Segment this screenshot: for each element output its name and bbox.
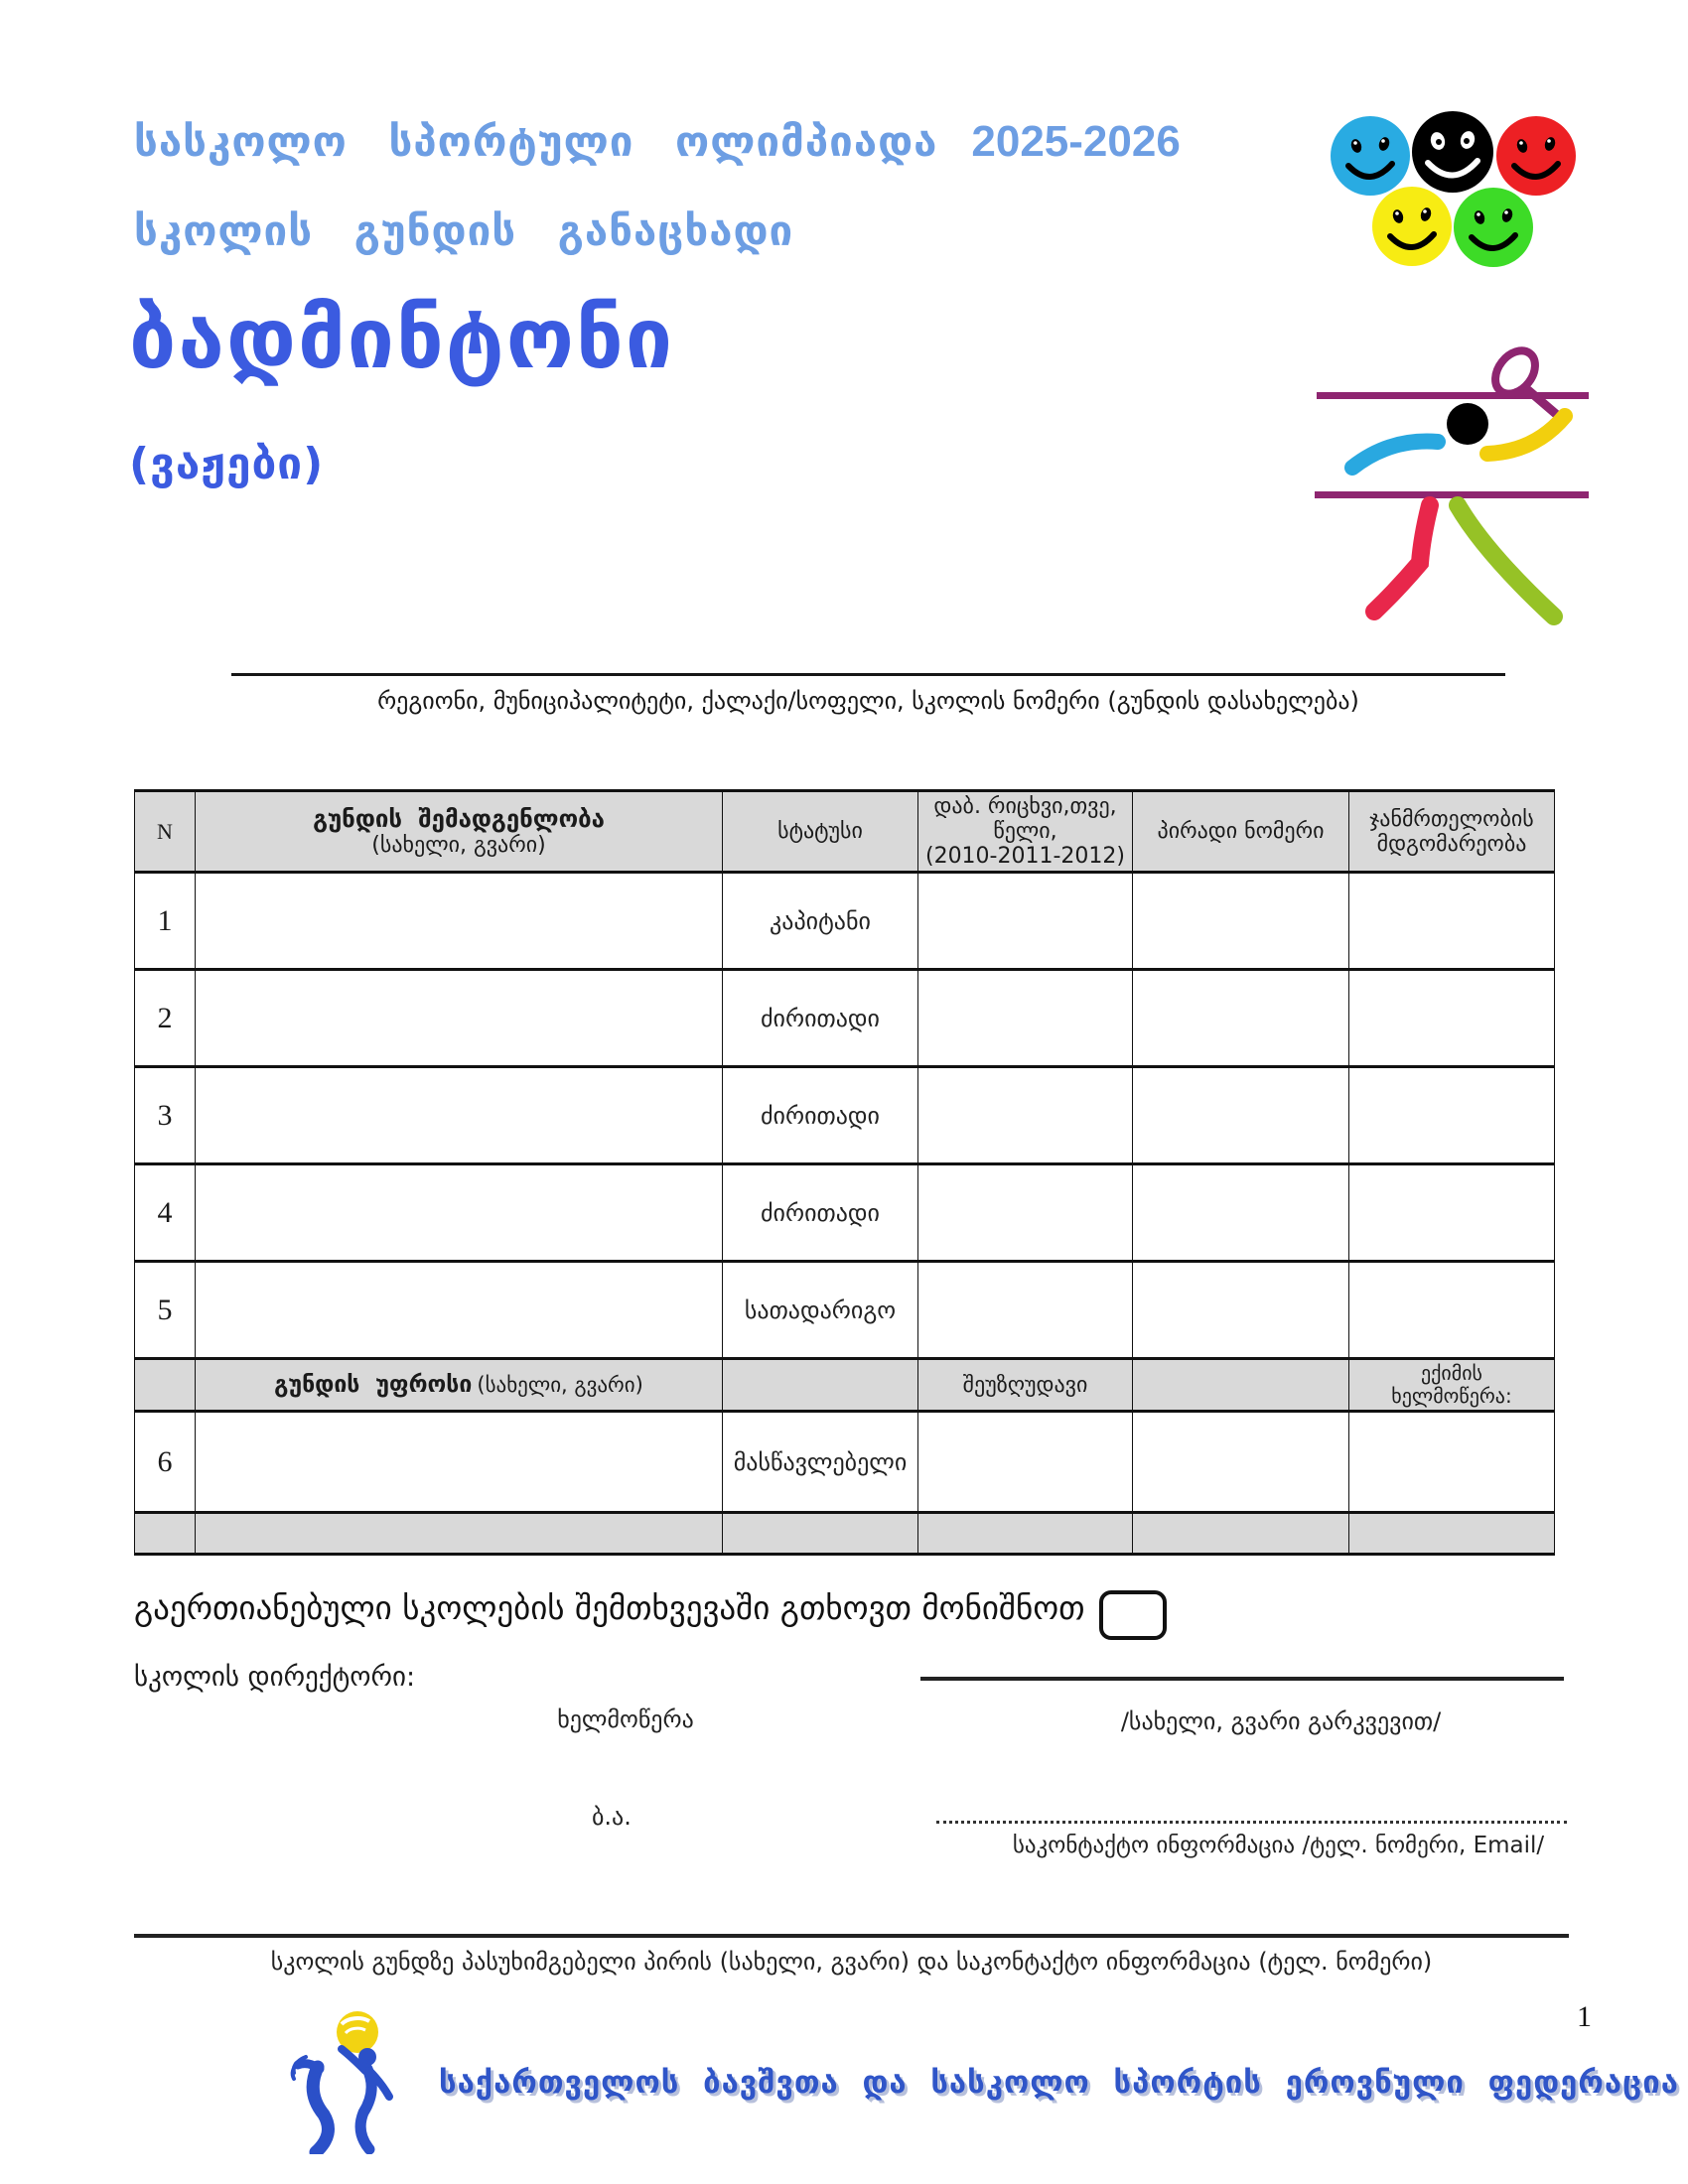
player-row-3: [135, 1067, 1555, 1164]
personal-number-cell[interactable]: [1133, 1164, 1349, 1262]
racket-icon: [1487, 343, 1563, 420]
dob-cell[interactable]: [918, 1412, 1133, 1513]
health-cell[interactable]: [1349, 873, 1555, 970]
player-row-4: [135, 1164, 1555, 1262]
net-line-top: [1317, 392, 1589, 399]
status-cell: ძირითადი: [723, 1164, 918, 1262]
dancing-figures: [293, 2048, 389, 2152]
signature-caption: ხელმოწერა: [557, 1706, 694, 1733]
doctor-signature-cell: ექიმის ხელმოწერა:: [1349, 1359, 1555, 1412]
smiley-green-icon: [1454, 188, 1533, 267]
col-header-composition: გუნდის შემადგენლობა (სახელი, გვარი): [196, 791, 723, 873]
empty-gray-row: [135, 1513, 1555, 1555]
olympic-smileys-logo: [1329, 111, 1583, 272]
responsible-person-caption: სკოლის გუნდზე პასუხიმგებელი პირის (სახელი, გვარი) და საკონტაქტო ინფორმაცია (ტელ. ნომერი): [270, 1948, 1433, 1976]
health-cell[interactable]: [1349, 1262, 1555, 1359]
smiley-red-icon: [1496, 116, 1576, 196]
row-number: 6: [135, 1412, 196, 1513]
col-header-dob: დაბ. რიცხვი,თვე, წელი, (2010-2011-2012): [918, 791, 1133, 873]
personal-number-cell[interactable]: [1133, 1262, 1349, 1359]
page-title: ბადმინტონი: [129, 290, 675, 387]
olympiad-heading-text: სასკოლო სპორტული ოლიმპიადა: [134, 117, 938, 166]
dob-cell[interactable]: [918, 1262, 1133, 1359]
team-head-row: [135, 1359, 1555, 1412]
player-name-cell[interactable]: [196, 970, 723, 1067]
player-row-5: [135, 1262, 1555, 1359]
dob-cell[interactable]: [918, 873, 1133, 970]
row-number: 5: [135, 1262, 196, 1359]
contact-caption: საკონტაქტო ინფორმაცია /ტელ. ნომერი, Email/: [1012, 1833, 1545, 1858]
player-head: [1447, 403, 1488, 445]
personal-number-cell[interactable]: [1133, 1067, 1349, 1164]
school-name-blank-line[interactable]: [231, 673, 1505, 676]
smiley-black-icon: [1412, 111, 1493, 193]
player-name-cell[interactable]: [196, 873, 723, 970]
stamp-label: ბ.ა.: [592, 1803, 632, 1831]
player-row-2: [135, 970, 1555, 1067]
school-line-caption: რეგიონი, მუნიციპალიტეტი, ქალაქი/სოფელი, სკოლის ნომერი (გუნდის დასახელება): [377, 687, 1359, 715]
health-cell[interactable]: [1349, 1164, 1555, 1262]
federation-logo: [278, 2005, 432, 2154]
status-cell: ძირითადი: [723, 1067, 918, 1164]
net-line-bottom: [1315, 491, 1589, 498]
player-leg-red: [1374, 505, 1430, 612]
director-label: სკოლის დირექტორი:: [134, 1662, 416, 1693]
health-cell[interactable]: [1349, 1067, 1555, 1164]
teacher-row: [135, 1412, 1555, 1513]
player-leg-green: [1458, 505, 1554, 616]
player-row-1: [135, 873, 1555, 970]
application-heading: სკოლის გუნდის განაცხადი: [134, 206, 794, 255]
personal-number-cell[interactable]: [1133, 970, 1349, 1067]
health-cell[interactable]: [1349, 1412, 1555, 1513]
teacher-name-cell[interactable]: [196, 1412, 723, 1513]
status-cell: კაპიტანი: [723, 873, 918, 970]
dob-cell[interactable]: [918, 970, 1133, 1067]
team-head-dob-cell: შეუზღუდავი: [918, 1359, 1133, 1412]
director-name-caption: /სახელი, გვარი გარკვევით/: [1120, 1707, 1442, 1735]
page-number: 1: [1577, 2000, 1592, 2033]
director-name-blank-line[interactable]: [920, 1677, 1564, 1681]
col-header-status: სტატუსი: [723, 791, 918, 873]
page-subtitle: (ვაჟები): [129, 439, 325, 489]
merged-schools-note: გაერთიანებული სკოლების შემთხვევაში გთხოვთ მონიშნოთ: [134, 1588, 1085, 1627]
col-header-personal-number: პირადი ნომერი: [1133, 791, 1349, 873]
table-header-row: [135, 791, 1555, 873]
badminton-pictogram: [1311, 342, 1589, 630]
player-name-cell[interactable]: [196, 1067, 723, 1164]
row-number: 1: [135, 873, 196, 970]
dob-cell[interactable]: [918, 1067, 1133, 1164]
olympiad-years: 2025-2026: [971, 117, 1181, 166]
smiley-blue-icon: [1331, 116, 1410, 196]
health-cell[interactable]: [1349, 970, 1555, 1067]
player-name-cell[interactable]: [196, 1164, 723, 1262]
merged-schools-checkbox[interactable]: [1099, 1590, 1167, 1640]
col-header-health: ჯანმრთელობის მდგომარეობა: [1349, 791, 1555, 873]
contact-blank-line[interactable]: [936, 1821, 1567, 1824]
row-number: 2: [135, 970, 196, 1067]
status-cell: სათადარიგო: [723, 1262, 918, 1359]
olympiad-heading: [134, 117, 1181, 167]
responsible-person-rule: [134, 1934, 1569, 1938]
col-header-n: N: [135, 791, 196, 873]
personal-number-cell[interactable]: [1133, 1412, 1349, 1513]
personal-number-cell[interactable]: [1133, 873, 1349, 970]
status-cell: ძირითადი: [723, 970, 918, 1067]
team-head-label-cell: გუნდის უფროსი (სახელი, გვარი): [196, 1359, 723, 1412]
status-cell: მასწავლებელი: [723, 1412, 918, 1513]
federation-name: საქართველოს ბავშვთა და სასკოლო სპორტის ეროვნული ფედერაცია: [439, 2065, 1679, 2101]
player-name-cell[interactable]: [196, 1262, 723, 1359]
row-number: 3: [135, 1067, 196, 1164]
dob-cell[interactable]: [918, 1164, 1133, 1262]
player-arm-yellow: [1487, 416, 1565, 454]
smiley-yellow-icon: [1372, 187, 1452, 266]
team-roster-table: [134, 789, 1555, 1556]
row-number: 4: [135, 1164, 196, 1262]
player-arm-blue: [1352, 442, 1438, 468]
